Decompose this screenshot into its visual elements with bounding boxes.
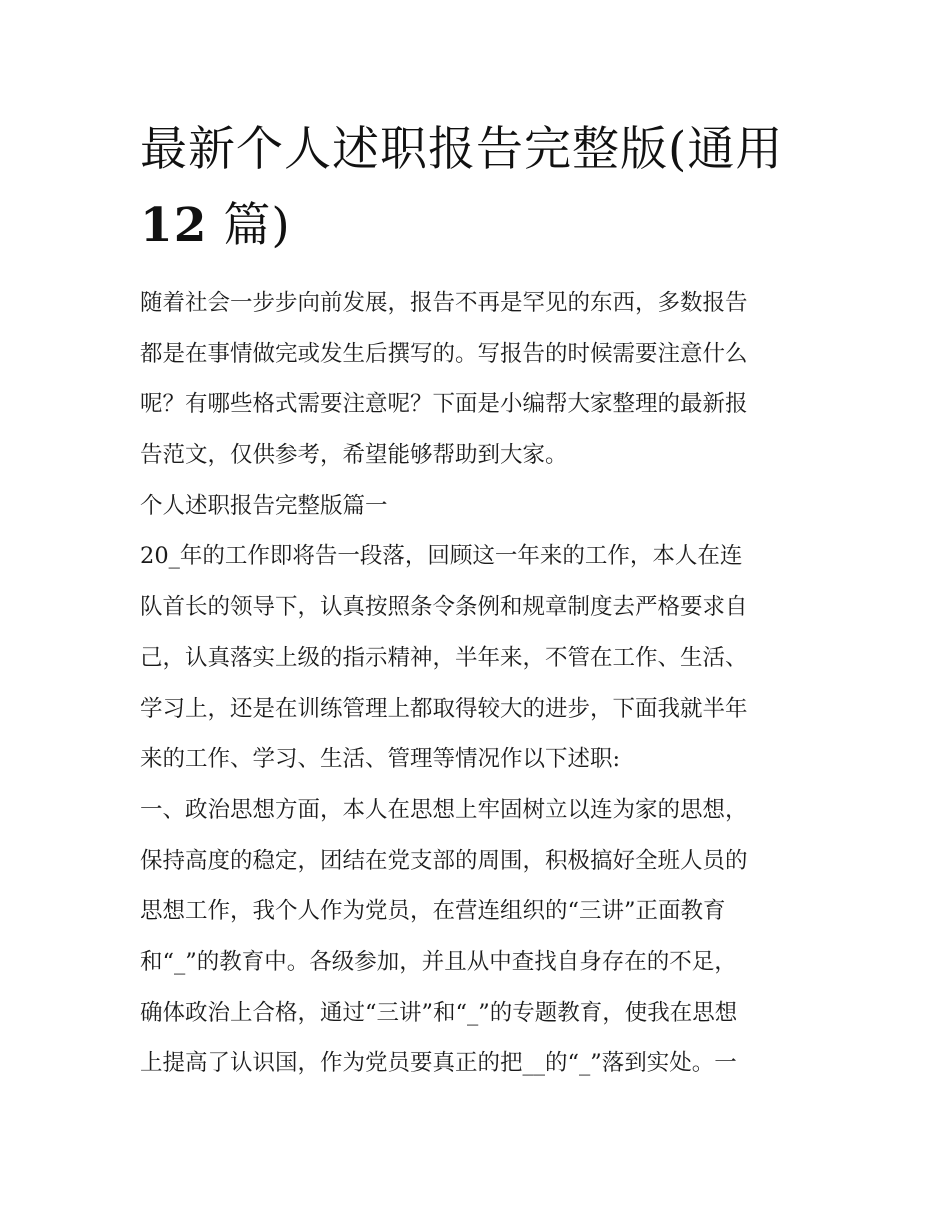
body-line: 随着社会一步步向前发展，报告不再是罕见的东西，多数报告 bbox=[140, 290, 748, 316]
body-line: 来的工作、学习、生活、管理等情况作以下述职: bbox=[140, 746, 621, 773]
body-line: 己，认真落实上级的指示精神，半年来，不管在工作、生活、 bbox=[140, 644, 748, 671]
body-line: 呢？有哪些格式需要注意呢？下面是小编帮大家整理的最新报 bbox=[140, 391, 748, 418]
document-title bbox=[140, 112, 830, 264]
section-heading: 个人述职报告完整版篇一 bbox=[140, 492, 388, 519]
body-line: 思想工作，我个人作为党员，在营连组织的“三讲”正面教育 bbox=[140, 898, 726, 925]
body-line: 告范文，仅供参考，希望能够帮助到大家。 bbox=[140, 442, 568, 469]
body-line: 和“_”的教育中。各级参加，并且从中查找自身存在的不足， bbox=[140, 948, 737, 975]
body-line: 确体政治上合格，通过“三讲”和“_”的专题教育，使我在思想 bbox=[140, 999, 738, 1026]
title-text-part2: 篇) bbox=[223, 198, 291, 253]
body-line: 都是在事情做完或发生后撰写的。写报告的时候需要注意什么 bbox=[140, 340, 748, 367]
body-line: 学习上，还是在训练管理上都取得较大的进步，下面我就半年 bbox=[140, 695, 748, 722]
body-line: 上提高了认识国，作为党员要真正的把__的“_”落到实处。一 bbox=[140, 1050, 737, 1077]
body-line: 一、政治思想方面，本人在思想上牢固树立以连为家的思想， bbox=[140, 796, 748, 823]
body-line: 队首长的领导下，认真按照条令条例和规章制度去严格要求自 bbox=[140, 594, 748, 621]
title-text-part1: 最新个人述职报告完整版(通用 bbox=[140, 122, 784, 177]
title-number: 12 bbox=[140, 198, 208, 253]
body-line: 保持高度的稳定，团结在党支部的周围，积极搞好全班人员的 bbox=[140, 847, 748, 874]
body-line: 20_年的工作即将告一段落，回顾这一年来的工作，本人在连 bbox=[140, 543, 743, 570]
document-body bbox=[140, 278, 820, 1089]
